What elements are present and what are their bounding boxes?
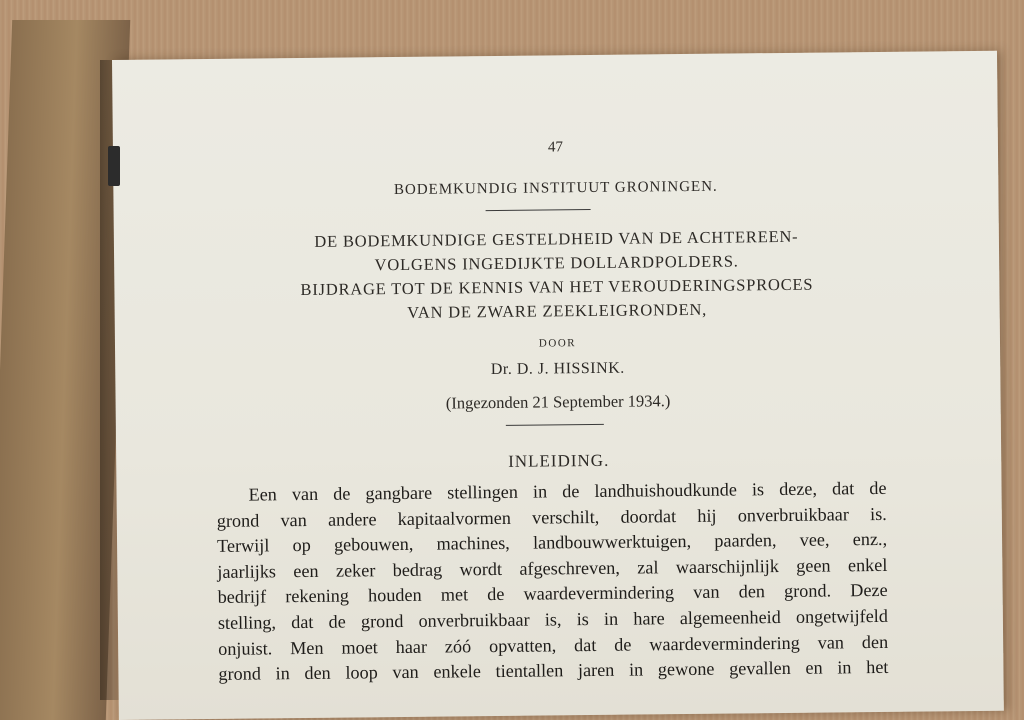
title-line: BIJDRAGE TOT DE KENNIS VAN HET VEROUDERINGSPROCES: [300, 274, 814, 300]
body-line: onjuist. Men moet haar zóó opvatten, dat de waardevermindering van den: [218, 631, 889, 659]
body-line: Terwijl op gebouwen, machines, landbouwwerktuigen, paarden, vee, enz.,: [216, 529, 888, 557]
title-line: VAN DE ZWARE ZEEKLEIGRONDEN,: [407, 299, 708, 322]
submission-date: (Ingezonden 21 September 1934.): [445, 391, 671, 413]
body-line: jaarlijks een zeker bedrag wordt afgeschreven, zal waarschijnlijk geen enkel: [217, 554, 888, 582]
body-line: grond van andere kapitaalvormen verschilt, doordat hij onverbruikbaar is.: [216, 503, 887, 531]
divider-rule: [506, 424, 604, 426]
institute-name: BODEMKUNDIG INSTITUUT GRONINGEN.: [393, 178, 718, 199]
author-name: Dr. D. J. HISSINK.: [490, 359, 625, 379]
article-title: [114, 223, 1000, 328]
book-page: [112, 51, 1004, 720]
byline-door: DOOR: [538, 337, 577, 350]
body-line: stelling, dat de grond onverbruikbaar is, is in hare algemeenheid ongetwijfeld: [217, 605, 888, 633]
divider-rule: [486, 209, 591, 211]
binding-staple: [108, 146, 120, 186]
body-line: bedrijf rekening houden met de waardevermindering van den grond. Deze: [217, 580, 888, 608]
title-line: VOLGENS INGEDIJKTE DOLLARDPOLDERS.: [374, 251, 739, 275]
page-number: 47: [547, 139, 564, 156]
body-paragraph: [216, 476, 888, 688]
body-line: grond in den loop van enkele tientallen jaren in gewone gevallen en in het: [218, 657, 889, 685]
section-heading: INLEIDING.: [508, 450, 610, 471]
title-line: DE BODEMKUNDIGE GESTELDHEID VAN DE ACHTEREEN-: [314, 226, 799, 251]
body-line: Een van de gangbare stellingen in de landhuishoudkunde is deze, dat de: [248, 477, 887, 505]
